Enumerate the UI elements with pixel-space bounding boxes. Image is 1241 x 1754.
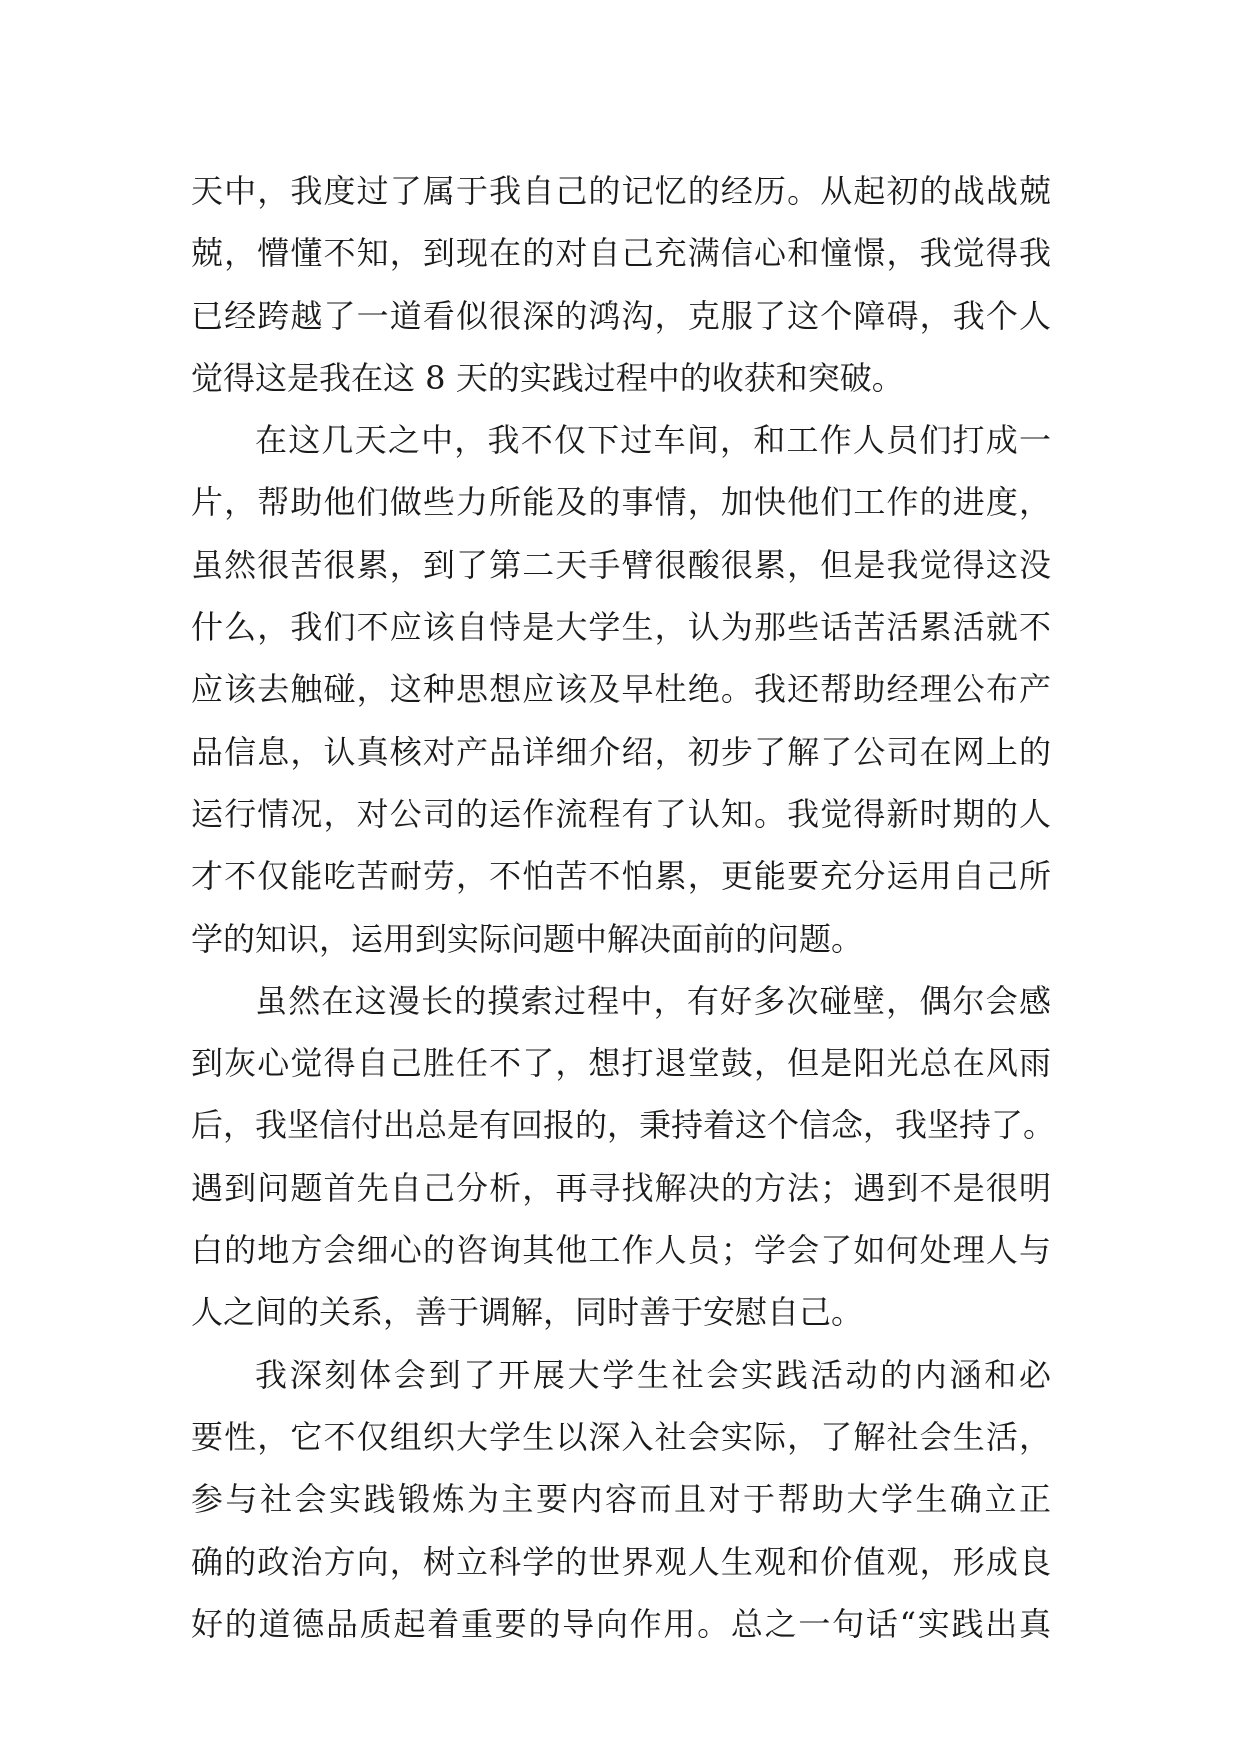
text-line: 什么，我们不应该自恃是大学生，认为那些话苦活累活就不	[191, 608, 1051, 647]
text-line: 虽然很苦很累，到了第二天手臂很酸很累，但是我觉得这没	[191, 545, 1051, 584]
text-line: 觉得这是我在这 8 天的实践过程中的收获和突破。	[191, 358, 904, 397]
text-line: 才不仅能吃苦耐劳，不怕苦不怕累，更能要充分运用自己所	[191, 857, 1051, 896]
text-line: 遇到问题首先自己分析，再寻找解决的方法；遇到不是很明	[191, 1168, 1051, 1207]
text-line: 学的知识，运用到实际问题中解决面前的问题。	[191, 919, 864, 958]
text-line: 运行情况，对公司的运作流程有了认知。我觉得新时期的人	[191, 794, 1051, 833]
body-text	[191, 160, 1056, 1655]
text-line: 人之间的关系，善于调解，同时善于安慰自己。	[191, 1293, 864, 1332]
text-line: 品信息，认真核对产品详细介绍，初步了解了公司在网上的	[191, 732, 1051, 771]
paragraph-first-line: 我深刻体会到了开展大学生社会实践活动的内涵和必	[255, 1355, 1051, 1394]
text-line: 参与社会实践锻炼为主要内容而且对于帮助大学生确立正	[191, 1480, 1051, 1519]
text-line: 天中，我度过了属于我自己的记忆的经历。从起初的战战兢	[191, 172, 1051, 210]
text-line: 好的道德品质起着重要的导向作用。总之一句话“实践出真	[191, 1604, 1051, 1643]
paragraph-first-line: 在这几天之中，我不仅下过车间，和工作人员们打成一	[255, 421, 1051, 460]
text-line: 后，我坚信付出总是有回报的，秉持着这个信念，我坚持了。	[191, 1106, 1056, 1145]
text-line: 白的地方会细心的咨询其他工作人员；学会了如何处理人与	[191, 1231, 1051, 1270]
text-line: 应该去触碰，这种思想应该及早杜绝。我还帮助经理公布产	[191, 670, 1051, 709]
text-line: 到灰心觉得自己胜任不了，想打退堂鼓，但是阳光总在风雨	[191, 1044, 1051, 1083]
text-line: 确的政治方向，树立科学的世界观人生观和价值观，形成良	[191, 1542, 1051, 1581]
text-line: 兢，懵懂不知，到现在的对自己充满信心和憧憬，我觉得我	[191, 234, 1051, 273]
text-line: 已经跨越了一道看似很深的鸿沟，克服了这个障碍，我个人	[191, 296, 1051, 335]
text-line: 片，帮助他们做些力所能及的事情，加快他们工作的进度，	[191, 483, 1051, 522]
text-line: 要性，它不仅组织大学生以深入社会实际，了解社会生活，	[191, 1417, 1051, 1456]
paragraph-first-line: 虽然在这漫长的摸索过程中，有好多次碰壁，偶尔会感	[255, 981, 1051, 1020]
